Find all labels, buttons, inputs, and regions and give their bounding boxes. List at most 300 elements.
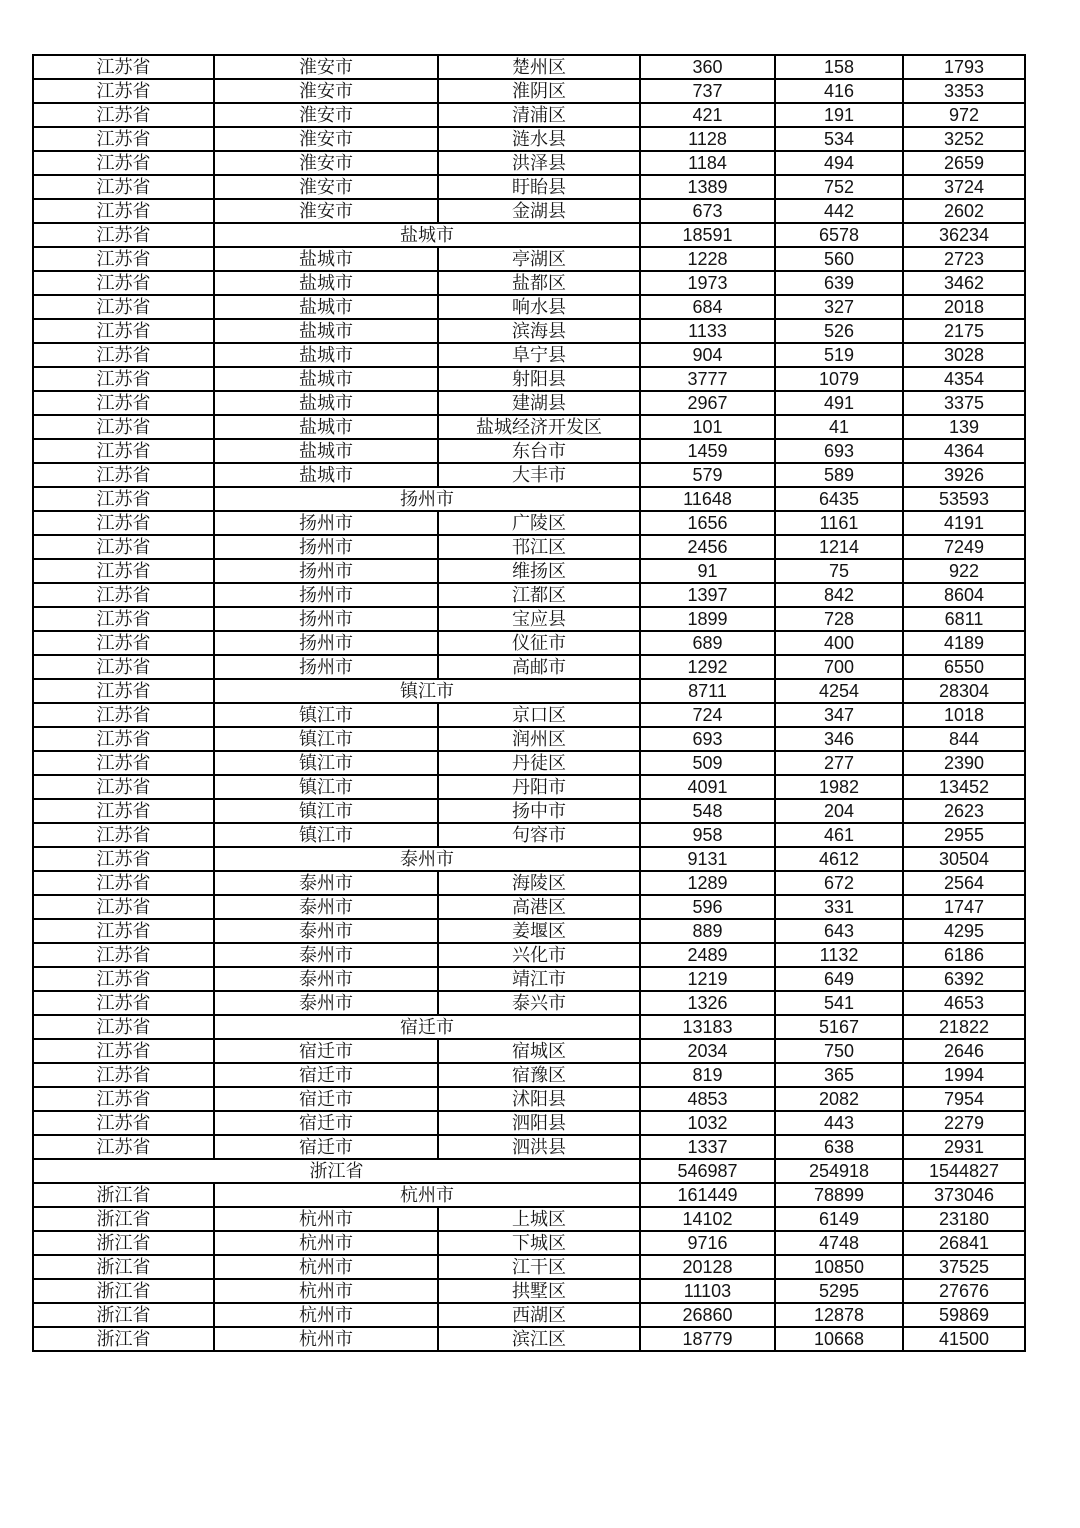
- cell-value-1: 11103: [640, 1279, 775, 1303]
- table-row: [33, 1279, 1025, 1303]
- cell-province: 江苏省: [33, 631, 214, 655]
- table-row: [33, 319, 1025, 343]
- cell-district: 高港区: [438, 895, 640, 919]
- cell-value-3: 59869: [903, 1303, 1025, 1327]
- cell-province: 江苏省: [33, 727, 214, 751]
- cell-city-summary: 宿迁市: [214, 1015, 640, 1039]
- cell-city: 宿迁市: [214, 1087, 438, 1111]
- cell-city: 泰州市: [214, 943, 438, 967]
- cell-city: 盐城市: [214, 463, 438, 487]
- cell-value-2: 400: [775, 631, 903, 655]
- cell-value-3: 922: [903, 559, 1025, 583]
- table-row: [33, 1063, 1025, 1087]
- cell-value-2: 10668: [775, 1327, 903, 1351]
- cell-value-3: 7249: [903, 535, 1025, 559]
- cell-value-3: 3375: [903, 391, 1025, 415]
- cell-value-3: 4191: [903, 511, 1025, 535]
- cell-value-2: 560: [775, 247, 903, 271]
- cell-province-summary: 浙江省: [33, 1159, 640, 1183]
- cell-city: 淮安市: [214, 103, 438, 127]
- cell-value-1: 1184: [640, 151, 775, 175]
- cell-value-1: 1656: [640, 511, 775, 535]
- cell-value-1: 14102: [640, 1207, 775, 1231]
- cell-city: 淮安市: [214, 55, 438, 79]
- table-row: [33, 391, 1025, 415]
- cell-district: 兴化市: [438, 943, 640, 967]
- cell-province: 江苏省: [33, 535, 214, 559]
- cell-province: 江苏省: [33, 319, 214, 343]
- cell-value-3: 23180: [903, 1207, 1025, 1231]
- cell-value-2: 461: [775, 823, 903, 847]
- cell-value-3: 2175: [903, 319, 1025, 343]
- cell-value-3: 6550: [903, 655, 1025, 679]
- table-row: [33, 583, 1025, 607]
- cell-value-2: 346: [775, 727, 903, 751]
- cell-value-3: 4295: [903, 919, 1025, 943]
- cell-value-2: 700: [775, 655, 903, 679]
- table-row: [33, 415, 1025, 439]
- cell-city: 镇江市: [214, 799, 438, 823]
- cell-value-1: 724: [640, 703, 775, 727]
- cell-province: 浙江省: [33, 1327, 214, 1351]
- cell-city: 盐城市: [214, 367, 438, 391]
- table-row: [33, 631, 1025, 655]
- cell-province: 江苏省: [33, 463, 214, 487]
- cell-value-3: 373046: [903, 1183, 1025, 1207]
- table-row: [33, 1111, 1025, 1135]
- cell-value-1: 9716: [640, 1231, 775, 1255]
- cell-province: 江苏省: [33, 79, 214, 103]
- cell-value-3: 3926: [903, 463, 1025, 487]
- cell-province: 江苏省: [33, 775, 214, 799]
- cell-city: 杭州市: [214, 1303, 438, 1327]
- cell-city: 杭州市: [214, 1279, 438, 1303]
- cell-value-3: 27676: [903, 1279, 1025, 1303]
- cell-city: 盐城市: [214, 415, 438, 439]
- table-row: [33, 871, 1025, 895]
- cell-district: 淮阴区: [438, 79, 640, 103]
- table-row: [33, 1087, 1025, 1111]
- cell-value-1: 548: [640, 799, 775, 823]
- cell-district: 维扬区: [438, 559, 640, 583]
- cell-value-2: 78899: [775, 1183, 903, 1207]
- cell-value-2: 519: [775, 343, 903, 367]
- cell-value-2: 494: [775, 151, 903, 175]
- cell-value-3: 4354: [903, 367, 1025, 391]
- table-row: [33, 463, 1025, 487]
- cell-city: 杭州市: [214, 1207, 438, 1231]
- cell-value-1: 4091: [640, 775, 775, 799]
- cell-district: 东台市: [438, 439, 640, 463]
- cell-city: 淮安市: [214, 175, 438, 199]
- cell-value-2: 750: [775, 1039, 903, 1063]
- cell-value-3: 36234: [903, 223, 1025, 247]
- cell-value-2: 2082: [775, 1087, 903, 1111]
- cell-value-1: 18591: [640, 223, 775, 247]
- cell-value-2: 4748: [775, 1231, 903, 1255]
- table-row: [33, 127, 1025, 151]
- cell-value-3: 1018: [903, 703, 1025, 727]
- cell-city: 盐城市: [214, 439, 438, 463]
- cell-province: 江苏省: [33, 919, 214, 943]
- cell-district: 宿城区: [438, 1039, 640, 1063]
- cell-value-2: 191: [775, 103, 903, 127]
- cell-city: 淮安市: [214, 199, 438, 223]
- cell-value-2: 534: [775, 127, 903, 151]
- cell-value-3: 3028: [903, 343, 1025, 367]
- cell-value-1: 13183: [640, 1015, 775, 1039]
- cell-district: 盐都区: [438, 271, 640, 295]
- cell-province: 江苏省: [33, 559, 214, 583]
- cell-value-1: 1133: [640, 319, 775, 343]
- cell-city-summary: 杭州市: [214, 1183, 640, 1207]
- cell-value-2: 254918: [775, 1159, 903, 1183]
- cell-value-1: 1292: [640, 655, 775, 679]
- cell-district: 泗洪县: [438, 1135, 640, 1159]
- cell-city: 镇江市: [214, 823, 438, 847]
- cell-city: 宿迁市: [214, 1111, 438, 1135]
- cell-value-1: 1899: [640, 607, 775, 631]
- cell-city: 泰州市: [214, 919, 438, 943]
- cell-value-3: 28304: [903, 679, 1025, 703]
- cell-province: 江苏省: [33, 343, 214, 367]
- cell-value-1: 26860: [640, 1303, 775, 1327]
- cell-province: 江苏省: [33, 511, 214, 535]
- cell-value-3: 2564: [903, 871, 1025, 895]
- table-row: [33, 151, 1025, 175]
- table-row: [33, 1039, 1025, 1063]
- table-row: [33, 79, 1025, 103]
- cell-province: 江苏省: [33, 151, 214, 175]
- cell-value-2: 416: [775, 79, 903, 103]
- cell-value-1: 2034: [640, 1039, 775, 1063]
- table-row: [33, 751, 1025, 775]
- cell-value-2: 5295: [775, 1279, 903, 1303]
- cell-value-3: 4653: [903, 991, 1025, 1015]
- cell-province: 江苏省: [33, 55, 214, 79]
- cell-city: 盐城市: [214, 295, 438, 319]
- cell-value-3: 41500: [903, 1327, 1025, 1351]
- cell-value-2: 6578: [775, 223, 903, 247]
- cell-province: 江苏省: [33, 943, 214, 967]
- cell-value-3: 37525: [903, 1255, 1025, 1279]
- cell-value-1: 2967: [640, 391, 775, 415]
- cell-value-3: 3724: [903, 175, 1025, 199]
- cell-province: 江苏省: [33, 799, 214, 823]
- cell-district: 靖江市: [438, 967, 640, 991]
- cell-value-1: 11648: [640, 487, 775, 511]
- table-row: [33, 1135, 1025, 1159]
- table-row: [33, 559, 1025, 583]
- cell-city: 泰州市: [214, 871, 438, 895]
- cell-value-1: 1032: [640, 1111, 775, 1135]
- cell-city: 盐城市: [214, 247, 438, 271]
- cell-province: 浙江省: [33, 1279, 214, 1303]
- cell-city: 扬州市: [214, 607, 438, 631]
- cell-province: 江苏省: [33, 607, 214, 631]
- cell-value-3: 3252: [903, 127, 1025, 151]
- table-row: [33, 439, 1025, 463]
- cell-value-1: 546987: [640, 1159, 775, 1183]
- table-row: [33, 271, 1025, 295]
- cell-value-2: 10850: [775, 1255, 903, 1279]
- cell-province: 浙江省: [33, 1183, 214, 1207]
- cell-value-1: 2489: [640, 943, 775, 967]
- cell-value-1: 1973: [640, 271, 775, 295]
- cell-city-summary: 镇江市: [214, 679, 640, 703]
- table-row: [33, 223, 1025, 247]
- cell-district: 阜宁县: [438, 343, 640, 367]
- cell-city: 淮安市: [214, 127, 438, 151]
- cell-value-1: 904: [640, 343, 775, 367]
- cell-value-1: 1219: [640, 967, 775, 991]
- table-row: [33, 511, 1025, 535]
- cell-district: 洪泽县: [438, 151, 640, 175]
- cell-city-summary: 泰州市: [214, 847, 640, 871]
- cell-city: 宿迁市: [214, 1063, 438, 1087]
- cell-value-2: 327: [775, 295, 903, 319]
- cell-value-2: 1132: [775, 943, 903, 967]
- cell-value-3: 844: [903, 727, 1025, 751]
- cell-value-2: 1161: [775, 511, 903, 535]
- cell-value-1: 958: [640, 823, 775, 847]
- cell-province: 江苏省: [33, 103, 214, 127]
- region-statistics-table: [32, 54, 1026, 1352]
- cell-province: 江苏省: [33, 703, 214, 727]
- table-row: [33, 607, 1025, 631]
- cell-district: 姜堰区: [438, 919, 640, 943]
- cell-province: 江苏省: [33, 175, 214, 199]
- cell-value-3: 53593: [903, 487, 1025, 511]
- cell-city-summary: 盐城市: [214, 223, 640, 247]
- table-row: [33, 1255, 1025, 1279]
- cell-value-3: 2646: [903, 1039, 1025, 1063]
- cell-value-1: 1337: [640, 1135, 775, 1159]
- table-row: [33, 55, 1025, 79]
- cell-district: 盐城经济开发区: [438, 415, 640, 439]
- cell-value-1: 2456: [640, 535, 775, 559]
- cell-city: 扬州市: [214, 559, 438, 583]
- cell-value-1: 3777: [640, 367, 775, 391]
- table-row: [33, 535, 1025, 559]
- cell-province: 浙江省: [33, 1207, 214, 1231]
- cell-value-2: 638: [775, 1135, 903, 1159]
- cell-value-2: 12878: [775, 1303, 903, 1327]
- cell-value-3: 1793: [903, 55, 1025, 79]
- cell-district: 泗阳县: [438, 1111, 640, 1135]
- cell-value-1: 360: [640, 55, 775, 79]
- cell-value-2: 693: [775, 439, 903, 463]
- cell-value-1: 1397: [640, 583, 775, 607]
- table-row: [33, 775, 1025, 799]
- table-row: [33, 1327, 1025, 1351]
- table-row: [33, 1015, 1025, 1039]
- cell-city: 扬州市: [214, 583, 438, 607]
- cell-district: 仪征市: [438, 631, 640, 655]
- cell-value-1: 689: [640, 631, 775, 655]
- cell-value-1: 1326: [640, 991, 775, 1015]
- cell-district: 大丰市: [438, 463, 640, 487]
- table-row: [33, 847, 1025, 871]
- cell-province: 江苏省: [33, 1039, 214, 1063]
- cell-province: 江苏省: [33, 391, 214, 415]
- cell-value-2: 1214: [775, 535, 903, 559]
- cell-value-3: 1544827: [903, 1159, 1025, 1183]
- cell-value-1: 684: [640, 295, 775, 319]
- cell-value-3: 1994: [903, 1063, 1025, 1087]
- cell-value-1: 8711: [640, 679, 775, 703]
- cell-city: 盐城市: [214, 271, 438, 295]
- cell-district: 滨海县: [438, 319, 640, 343]
- table-row: [33, 655, 1025, 679]
- cell-value-1: 20128: [640, 1255, 775, 1279]
- cell-value-2: 158: [775, 55, 903, 79]
- cell-district: 宿豫区: [438, 1063, 640, 1087]
- cell-value-1: 9131: [640, 847, 775, 871]
- cell-province: 浙江省: [33, 1255, 214, 1279]
- cell-district: 邗江区: [438, 535, 640, 559]
- cell-city: 泰州市: [214, 895, 438, 919]
- cell-value-3: 2931: [903, 1135, 1025, 1159]
- cell-value-3: 2623: [903, 799, 1025, 823]
- cell-district: 楚州区: [438, 55, 640, 79]
- cell-city: 泰州市: [214, 967, 438, 991]
- cell-district: 涟水县: [438, 127, 640, 151]
- cell-value-2: 365: [775, 1063, 903, 1087]
- cell-value-2: 672: [775, 871, 903, 895]
- table-row: [33, 727, 1025, 751]
- table-row: [33, 367, 1025, 391]
- table-row: [33, 175, 1025, 199]
- cell-city: 淮安市: [214, 151, 438, 175]
- cell-province: 江苏省: [33, 415, 214, 439]
- cell-value-1: 1228: [640, 247, 775, 271]
- cell-value-2: 347: [775, 703, 903, 727]
- cell-district: 京口区: [438, 703, 640, 727]
- cell-province: 江苏省: [33, 823, 214, 847]
- cell-value-2: 6149: [775, 1207, 903, 1231]
- cell-value-1: 596: [640, 895, 775, 919]
- cell-value-2: 6435: [775, 487, 903, 511]
- cell-value-3: 8604: [903, 583, 1025, 607]
- cell-value-3: 972: [903, 103, 1025, 127]
- cell-district: 拱墅区: [438, 1279, 640, 1303]
- table-row: [33, 199, 1025, 223]
- cell-value-1: 889: [640, 919, 775, 943]
- cell-value-1: 4853: [640, 1087, 775, 1111]
- cell-province: 江苏省: [33, 751, 214, 775]
- cell-value-1: 1128: [640, 127, 775, 151]
- cell-district: 西湖区: [438, 1303, 640, 1327]
- cell-province: 江苏省: [33, 679, 214, 703]
- cell-city: 淮安市: [214, 79, 438, 103]
- cell-province: 江苏省: [33, 847, 214, 871]
- cell-value-2: 842: [775, 583, 903, 607]
- cell-value-2: 1982: [775, 775, 903, 799]
- cell-value-3: 4189: [903, 631, 1025, 655]
- cell-value-1: 91: [640, 559, 775, 583]
- cell-value-2: 442: [775, 199, 903, 223]
- cell-province: 江苏省: [33, 871, 214, 895]
- cell-district: 广陵区: [438, 511, 640, 535]
- cell-value-3: 2955: [903, 823, 1025, 847]
- cell-district: 丹徒区: [438, 751, 640, 775]
- cell-province: 浙江省: [33, 1303, 214, 1327]
- cell-district: 江都区: [438, 583, 640, 607]
- cell-district: 上城区: [438, 1207, 640, 1231]
- cell-value-1: 421: [640, 103, 775, 127]
- cell-district: 句容市: [438, 823, 640, 847]
- cell-district: 高邮市: [438, 655, 640, 679]
- cell-city: 杭州市: [214, 1231, 438, 1255]
- cell-district: 润州区: [438, 727, 640, 751]
- table-row: [33, 295, 1025, 319]
- cell-province: 江苏省: [33, 583, 214, 607]
- cell-value-3: 2390: [903, 751, 1025, 775]
- cell-district: 盱眙县: [438, 175, 640, 199]
- cell-value-3: 2018: [903, 295, 1025, 319]
- cell-city: 杭州市: [214, 1255, 438, 1279]
- cell-value-1: 737: [640, 79, 775, 103]
- cell-value-3: 2602: [903, 199, 1025, 223]
- cell-district: 丹阳市: [438, 775, 640, 799]
- table-row: [33, 799, 1025, 823]
- cell-province: 浙江省: [33, 1231, 214, 1255]
- cell-district: 江干区: [438, 1255, 640, 1279]
- cell-province: 江苏省: [33, 295, 214, 319]
- cell-district: 海陵区: [438, 871, 640, 895]
- cell-district: 射阳县: [438, 367, 640, 391]
- cell-value-3: 26841: [903, 1231, 1025, 1255]
- table-row: [33, 1231, 1025, 1255]
- cell-value-3: 2723: [903, 247, 1025, 271]
- cell-district: 清浦区: [438, 103, 640, 127]
- cell-value-3: 6392: [903, 967, 1025, 991]
- cell-province: 江苏省: [33, 1087, 214, 1111]
- cell-district: 泰兴市: [438, 991, 640, 1015]
- cell-value-3: 3462: [903, 271, 1025, 295]
- cell-province: 江苏省: [33, 127, 214, 151]
- cell-value-2: 5167: [775, 1015, 903, 1039]
- table-row: [33, 247, 1025, 271]
- cell-province: 江苏省: [33, 991, 214, 1015]
- cell-value-2: 4612: [775, 847, 903, 871]
- cell-city: 盐城市: [214, 391, 438, 415]
- cell-value-2: 75: [775, 559, 903, 583]
- cell-value-2: 526: [775, 319, 903, 343]
- cell-city: 镇江市: [214, 775, 438, 799]
- cell-province: 江苏省: [33, 1015, 214, 1039]
- cell-province: 江苏省: [33, 223, 214, 247]
- cell-value-1: 1289: [640, 871, 775, 895]
- cell-value-1: 673: [640, 199, 775, 223]
- cell-value-1: 579: [640, 463, 775, 487]
- table-row: [33, 487, 1025, 511]
- cell-value-2: 728: [775, 607, 903, 631]
- cell-city: 镇江市: [214, 703, 438, 727]
- cell-city: 杭州市: [214, 1327, 438, 1351]
- cell-value-3: 1747: [903, 895, 1025, 919]
- cell-value-1: 693: [640, 727, 775, 751]
- table-row: [33, 1207, 1025, 1231]
- cell-value-3: 7954: [903, 1087, 1025, 1111]
- table-row: [33, 679, 1025, 703]
- cell-value-2: 41: [775, 415, 903, 439]
- cell-district: 沭阳县: [438, 1087, 640, 1111]
- cell-value-3: 30504: [903, 847, 1025, 871]
- cell-value-2: 1079: [775, 367, 903, 391]
- cell-value-3: 2659: [903, 151, 1025, 175]
